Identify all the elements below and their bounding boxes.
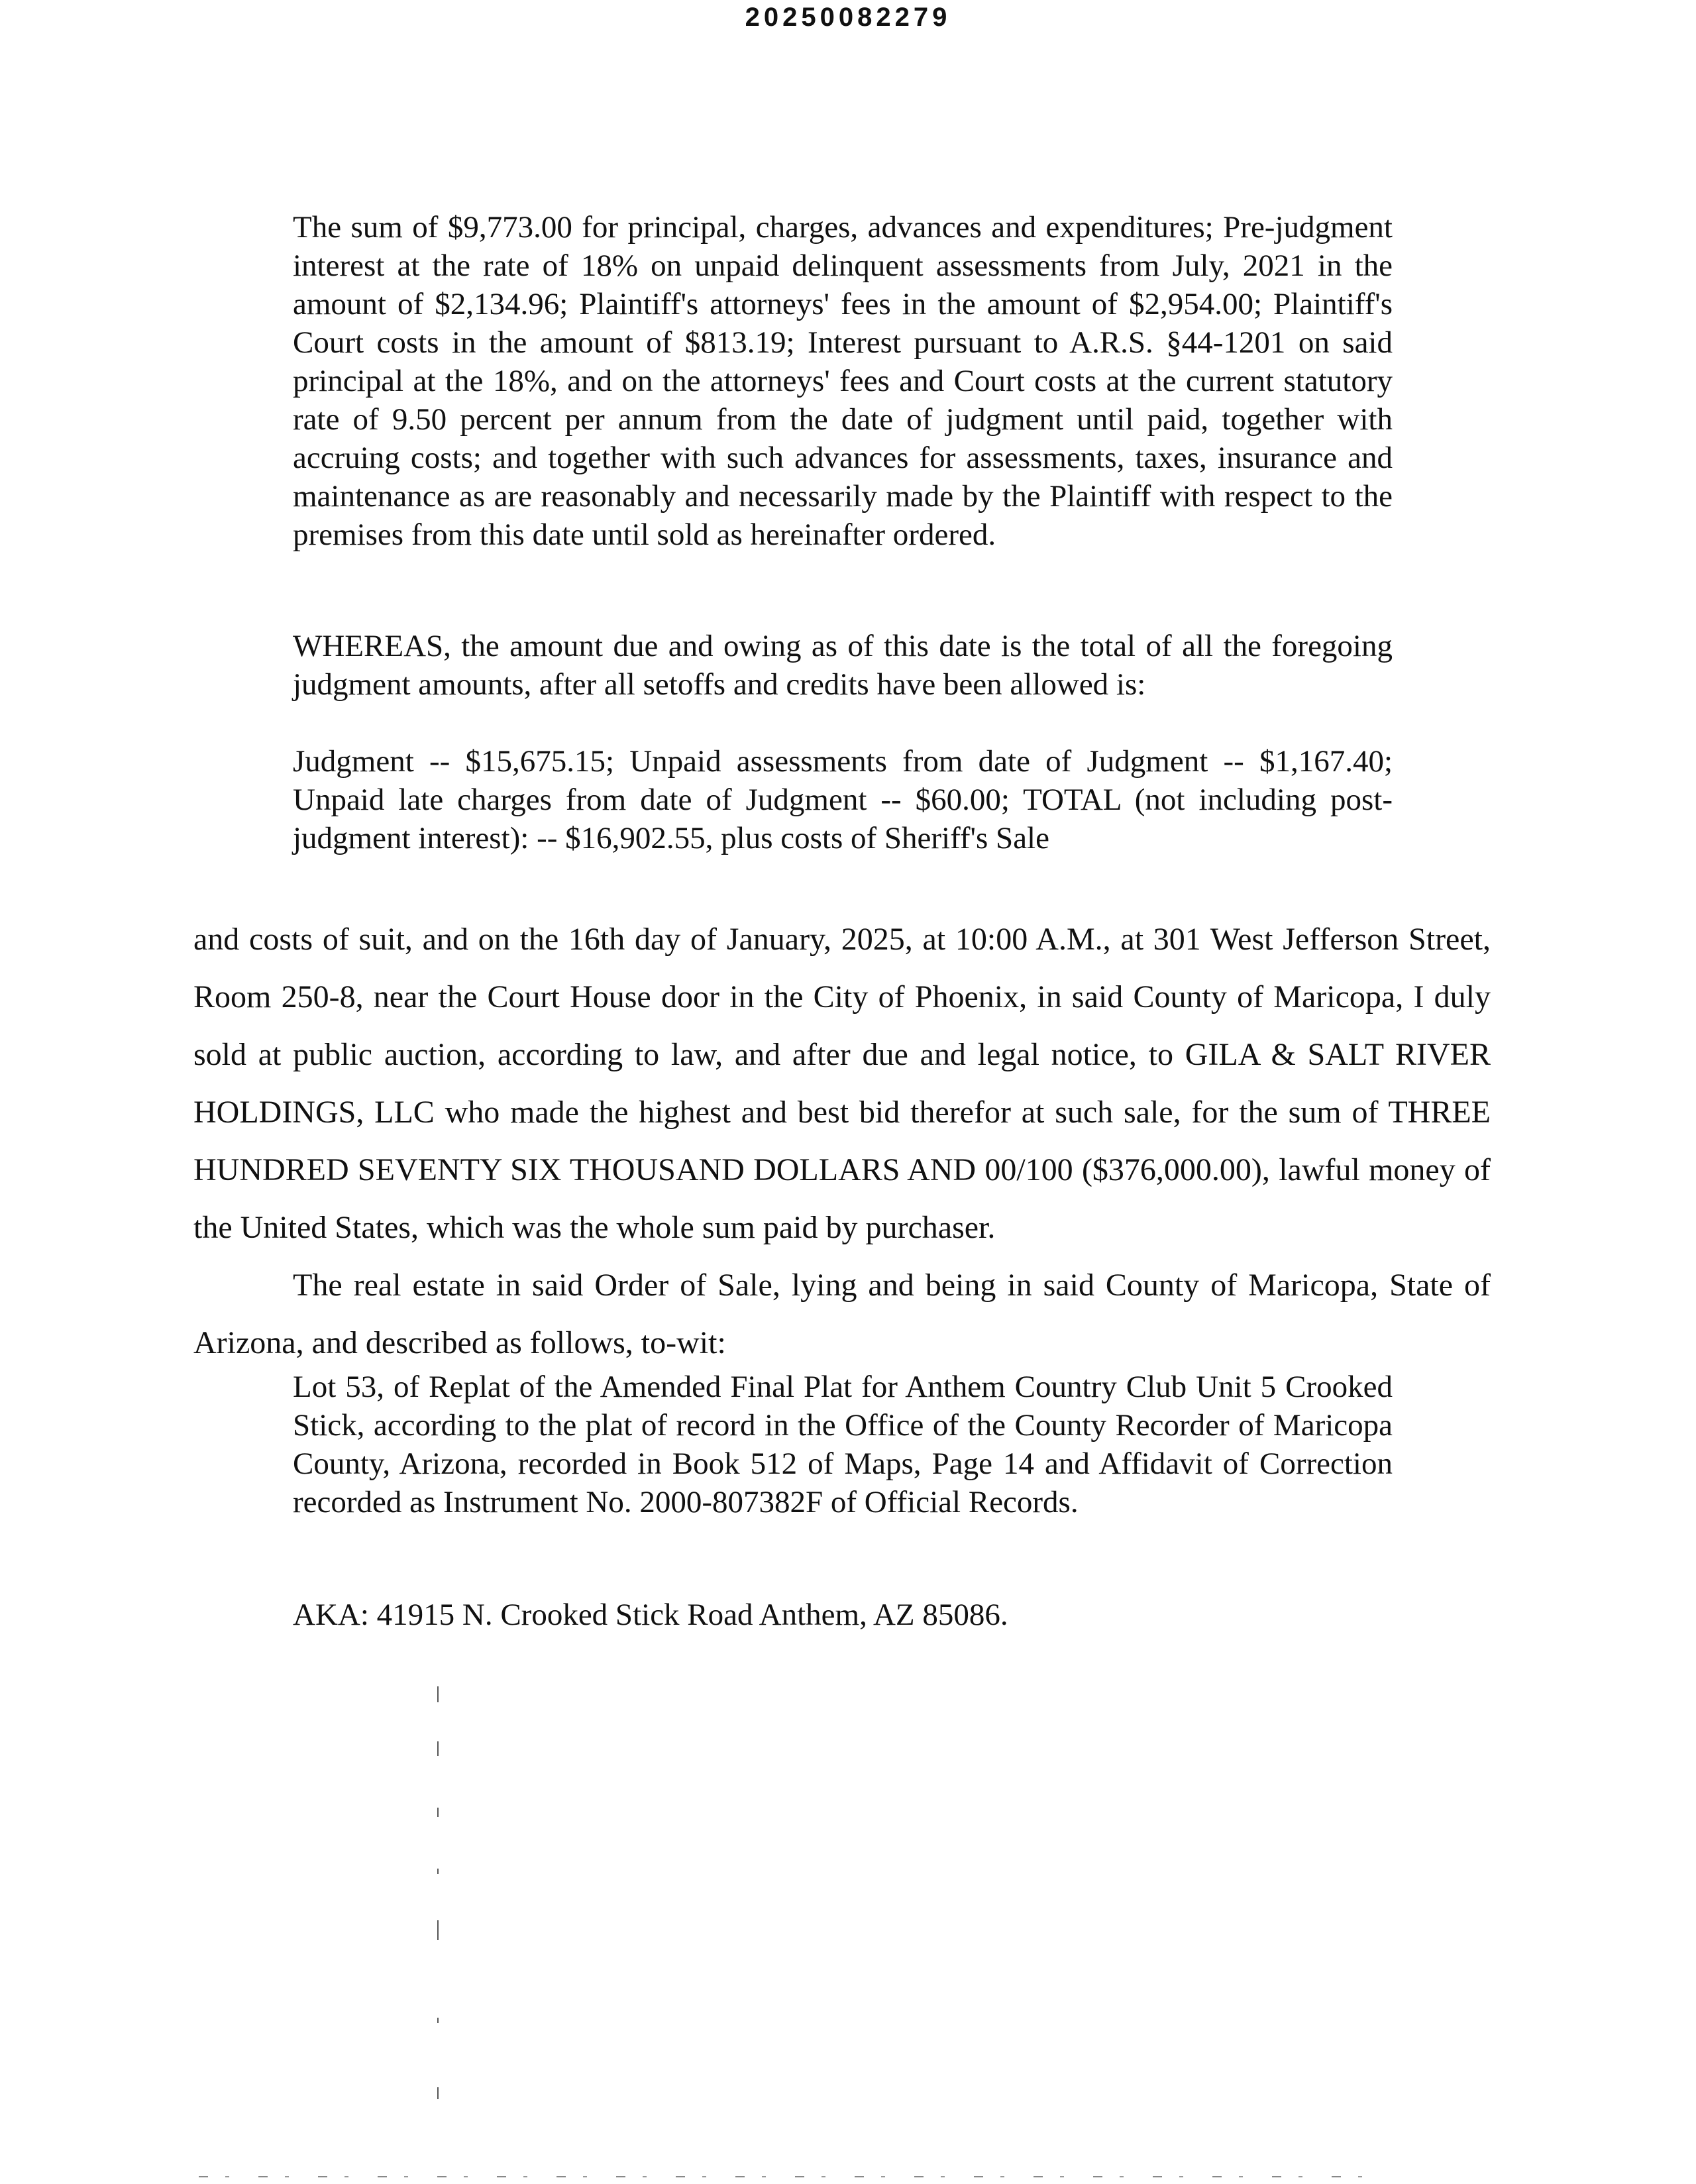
real-estate-paragraph: The real estate in said Order of Sale, lying and being in said County of Maricopa, State of Arizona, and described as follows, to-wit: (193, 1268, 1491, 1360)
whereas-paragraph: WHEREAS, the amount due and owing as of this date is the total of all the foregoing judgment amounts, after all setoffs and credits have been allowed is: (293, 629, 1393, 702)
scan-artifact-mark (437, 2087, 439, 2099)
scan-artifact-mark (437, 1686, 439, 1702)
document-number: 20250082279 (745, 3, 951, 32)
amounts-due-paragraph: Judgment -- $15,675.15; Unpaid assessments from date of Judgment -- $1,167.40; Unpaid late charges from date of Judgment -- $60.00; TOTAL (not including post-judgment interest): -- $16,902.55, plus costs of Sheriff's Sale (293, 744, 1393, 855)
scan-artifact-bottom-edge (199, 2176, 1391, 2177)
legal-description-paragraph: Lot 53, of Replat of the Amended Final Plat for Anthem Country Club Unit 5 Crooked Stick, according to the plat of record in the Office of the County Recorder of Maricopa County, Arizona, recorded in Book 512 of Maps, Page 14 and Affidavit of Correction recorded as Instrument No. 2000-807382F of Official Records. (293, 1370, 1393, 1519)
aka-address-line: AKA: 41915 N. Crooked Stick Road Anthem, AZ 85086. (293, 1598, 1008, 1632)
sale-section (193, 910, 1491, 1372)
scan-artifact-mark (437, 1741, 439, 1756)
scan-artifact-mark (437, 1869, 439, 1874)
scan-artifact-mark (437, 1920, 439, 1940)
scan-artifact-mark (437, 1808, 439, 1817)
judgment-details-paragraph: The sum of $9,773.00 for principal, charges, advances and expenditures; Pre-judgment interest at the rate of 18% on unpaid delinquent assessments from July, 2021 in the amount of $2,134.96; Plaintiff's attorneys' fees in the amount of $2,954.00; Plaintiff's Court costs in the amount of $813.19; Interest pursuant to A.R.S. §44-1201 on said principal at the 18%, and on the attorneys' fees and Court costs at the current statutory rate of 9.50 percent per annum from the date of judgment until paid, together with accruing costs; and together with such advances for assessments, taxes, insurance and maintenance as are reasonably and necessarily made by the Plaintiff with respect to the premises from this date until sold as hereinafter ordered. (293, 210, 1393, 552)
scan-artifact-mark (437, 2018, 439, 2023)
sale-paragraph: and costs of suit, and on the 16th day of January, 2025, at 10:00 A.M., at 301 West Jefferson Street, Room 250-8, near the Court House door in the City of Phoenix, in said County of Maricopa, I duly sold at public auction, according to law, and after due and legal notice, to GILA & SALT RIVER HOLDINGS, LLC who made the highest and best bid therefor at such sale, for the sum of THREE HUNDRED SEVENTY SIX THOUSAND DOLLARS AND 00/100 ($376,000.00), lawful money of the United States, which was the whole sum paid by purchaser. (193, 922, 1491, 1245)
